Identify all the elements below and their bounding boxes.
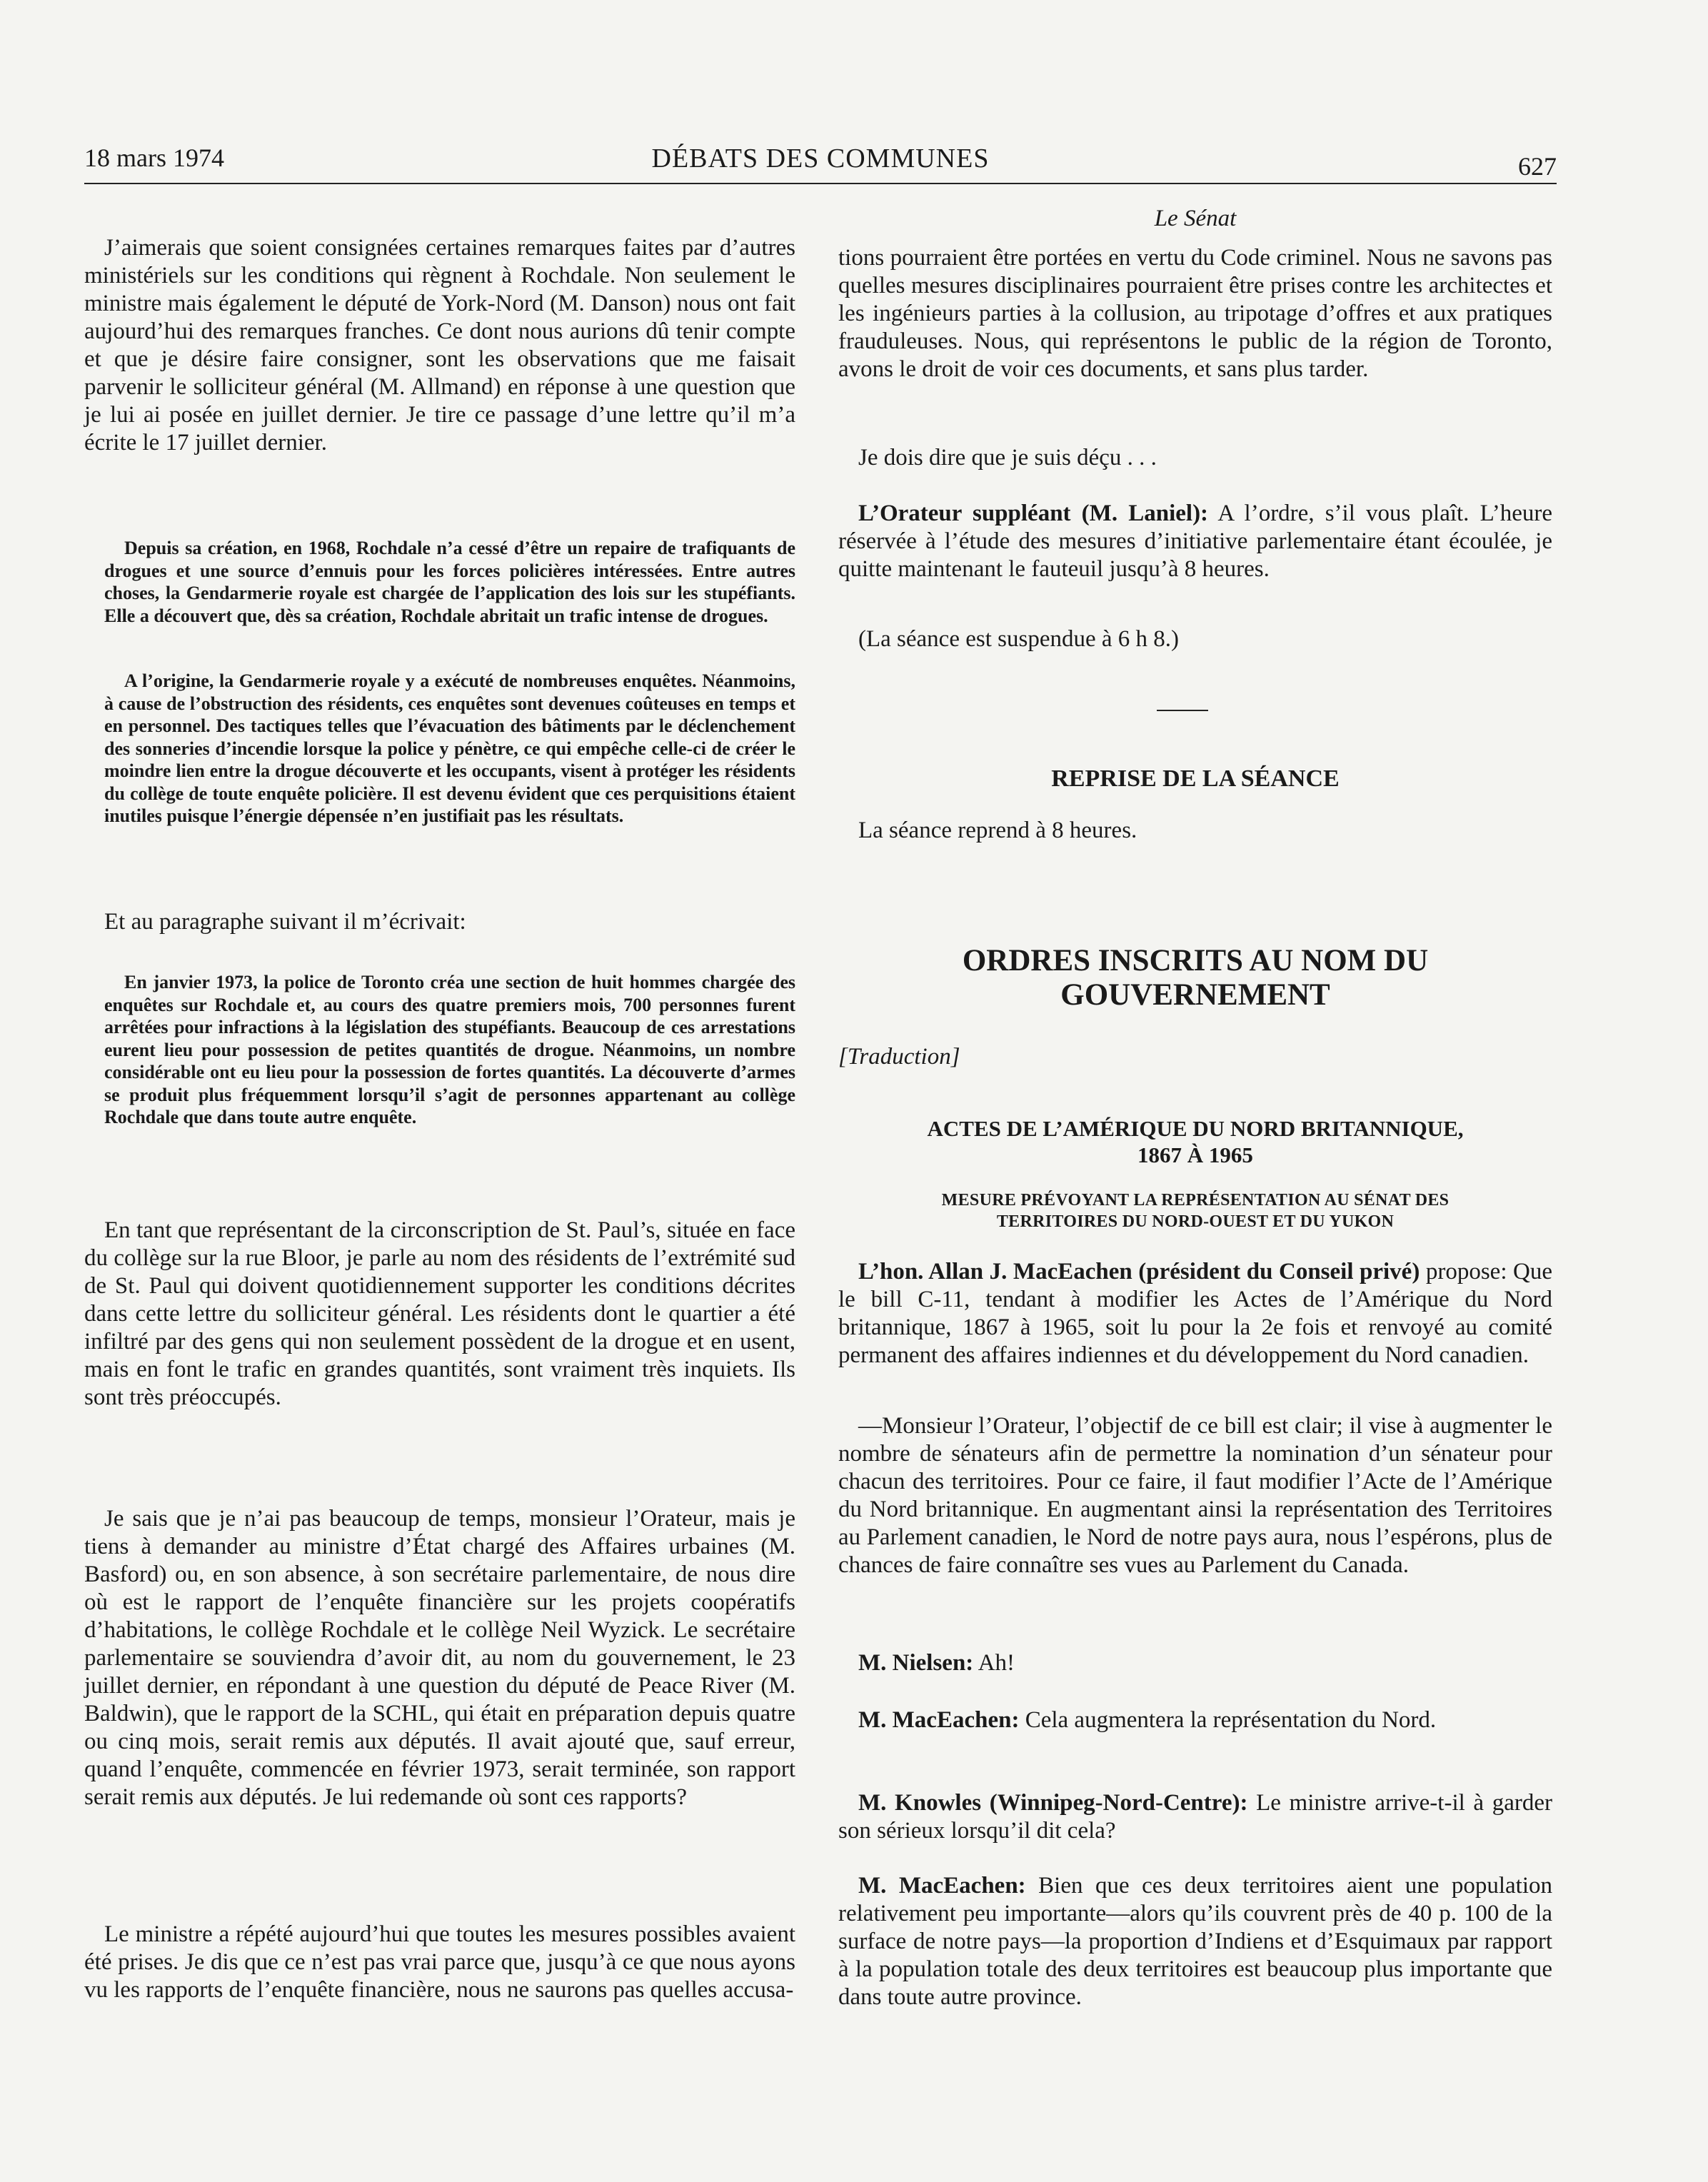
speech-text: Cela augmentera la représentation du Nord. [1019,1707,1437,1733]
section-heading-line: ORDRES INSCRITS AU NOM DU [962,944,1429,977]
translation-note: [Traduction] [838,1044,960,1070]
subheading-line: 1867 À 1965 [1137,1142,1253,1167]
quotation: Depuis sa création, en 1968, Rochdale n’a cessé d’être un repaire de trafiquants de drogues et une source d’ennuis pour les forces policières intéressées. Entre autres choses, la Gendarmerie royale est chargée de l’application des lois sur les stupéfiants. Elle a découvert que, dès sa création, Rochdale abritait un trafic intense de drogues. [104,538,795,626]
section-divider [1157,710,1208,711]
paragraph [838,1258,1552,1369]
paragraph [838,1649,1552,1677]
section-heading-line: GOUVERNEMENT [1060,978,1330,1012]
paragraph: Je sais que je n’ai pas beaucoup de temps, monsieur l’Orateur, mais je tiens à demander au ministre d’État chargé des Affaires urbaines (M. Basford) ou, en son absence, à son secrétaire parlementaire, de nous dire où est le rapport de l’enquête financière sur les projets coopératifs d’habitations, le collège Rochdale et le collège Neil Wyzick. Le secrétaire parlementaire se souviendra d’avoir dit, au nom du gouvernement, le 23 juillet dernier, en répondant à une question du député de Peace River (M. Baldwin), que le rapport de la SCHL, qui était en préparation depuis quatre ou cinq mois, serait remis aux députés. Il avait ajouté que, sauf erreur, quand l’enquête, commencée en février 1973, serait terminée, son rapport serait remis aux députés. Je lui redemande où sont ces rapports? [84,1506,795,1810]
paragraph: Le ministre a répété aujourd’hui que toutes les mesures possibles avaient été prises. Je dis que ce n’est pas vrai parce que, jusqu’à ce que nous ayons vu les rapports de l’enquête financière, nous ne saurons pas quelles accusa- [84,1921,795,2003]
paragraph: —Monsieur l’Orateur, l’objectif de ce bill est clair; il vise à augmenter le nombre de sénateurs afin de permettre la nomination d’un sénateur pour chacun des territoires. Pour ce faire, il faut modifier l’Acte de l’Amérique du Nord britannique. En augmentant ainsi la représentation des Territoires au Parlement canadien, le Nord de notre pays aura, nous l’espérons, plus de chances de faire connaître ses vues au Parlement du Canada. [838,1413,1552,1578]
paragraph [838,1706,1552,1734]
paragraph: En tant que représentant de la circonscription de St. Paul’s, située en face du collège sur la rue Bloor, je parle au nom des résidents de l’extrémité sud de St. Paul qui doivent quotidiennement supporter les conditions décrites dans cette lettre du solliciteur général. Les résidents dont le quartier a été infiltré par des gens qui non seulement possèdent de la drogue et en usent, mais en font le trafic en grandes quantités, sont vraiment très inquiets. Ils sont très préoccupés. [84,1217,795,1410]
paragraph: (La séance est suspendue à 6 h 8.) [858,626,1179,652]
speech-text: propose: Que le bill C-11, tendant à modifier les Actes de l’Amérique du Nord britannique, 1867 à 1965, soit lu pour la 2e fois et renvoyé au comité permanent des affaires indiennes et du développement du Nord canadien. [838,1259,1552,1368]
speech-text: Bien que ces deux territoires aient une population relativement peu importante—alors qu’ils couvrent près de 40 p. 100 de la surface de notre pays—la proportion d’Indiens et d’Esquimaux par rapport à la population totale des deux territoires est beaucoup plus importante que dans toute autre province. [838,1873,1552,2010]
paragraph: J’aimerais que soient consignées certaines remarques faites par d’autres ministériels sur les conditions qui règnent à Rochdale. Non seulement le ministre mais également le député de York-Nord (M. Danson) nous ont fait aujourd’hui des remarques franches. Ce dont nous aurions dû tenir compte et que je désire faire consigner, sont les observations que me faisait parvenir le solliciteur général (M. Allmand) en réponse à une question que je lui ai posée en juillet dernier. Je tire ce passage d’une lettre qu’il m’a écrite le 17 juillet dernier. [84,235,795,456]
header-rule [84,183,1557,184]
page-number: 627 [1518,152,1557,181]
running-head: Le Sénat [1154,206,1237,231]
section-heading: REPRISE DE LA SÉANCE [1051,765,1340,792]
paragraph [838,1789,1552,1845]
subheading-line: TERRITOIRES DU NORD-OUEST ET DU YUKON [996,1212,1395,1231]
header-date: 18 mars 1974 [84,144,224,172]
speaker-name: M. MacEachen: [858,1873,1026,1899]
subheading-line: ACTES DE L’AMÉRIQUE DU NORD BRITANNIQUE, [927,1116,1464,1141]
paragraph [838,500,1552,583]
page-header [84,143,1557,183]
speaker-name: L’hon. Allan J. MacEachen (président du Conseil privé) [858,1259,1420,1284]
speaker-name: L’Orateur suppléant (M. Laniel): [858,501,1209,526]
speaker-name: M. Nielsen: [858,1650,974,1676]
header-title: DÉBATS DES COMMUNES [651,144,990,174]
paragraph: tions pourraient être portées en vertu du Code criminel. Nous ne savons pas quelles mesures disciplinaires pourraient être prises contre les architectes et les ingénieurs parties à la collusion, au tripotage d’offres et aux pratiques frauduleuses. Nous, qui représentons le public de la région de Toronto, avons le droit de voir ces documents, et sans plus tarder. [838,245,1552,382]
speaker-name: M. Knowles (Winnipeg-Nord-Centre): [858,1790,1248,1816]
quotation: A l’origine, la Gendarmerie royale y a exécuté de nombreuses enquêtes. Néanmoins, à cause de l’obstruction des résidents, ces enquêtes sont devenues coûteuses en temps et en personnel. Des tactiques telles que l’évacuation des bâtiments par le déclenchement des sonneries d’incendie lorsque la police y pénètre, ce qui empêche celle-ci de créer le moindre lien entre la drogue découverte et les occupants, visent à protéger les résidents du collège de toute enquête policière. Il est devenu évident que ces perquisitions étaient inutiles puisque l’énergie dépensée n’en justifiait pas les résultats. [104,670,795,826]
paragraph: Et au paragraphe suivant il m’écrivait: [104,909,466,935]
speech-text: Ah! [973,1650,1015,1676]
subheading-line: MESURE PRÉVOYANT LA REPRÉSENTATION AU SÉNAT DES [941,1191,1450,1210]
speaker-name: M. MacEachen: [858,1707,1020,1733]
speech-text: A l’ordre, s’il vous plaît. L’heure réservée à l’étude des mesures d’initiative parlementaire étant écoulée, je quitte maintenant le fauteuil jusqu’à 8 heures. [838,501,1552,582]
quotation: En janvier 1973, la police de Toronto créa une section de huit hommes chargée des enquêtes sur Rochdale et, au cours des quatre premiers mois, 700 personnes furent arrêtées pour infractions à la législation des stupéfiants. Beaucoup de ces arrestations eurent lieu pour possession de petites quantités de drogue. Néanmoins, un nombre considérable ont eu lieu pour la possession de fortes quantités. La découverte d’armes se produit plus fréquemment lorsqu’il s’agit de personnes appartenant au collège Rochdale que dans toute autre enquête. [104,972,795,1127]
paragraph [838,1872,1552,2011]
speech-text: Le ministre arrive-t-il à garder son sérieux lorsqu’il dit cela? [838,1790,1552,1844]
paragraph: La séance reprend à 8 heures. [858,818,1137,843]
paragraph: Je dois dire que je suis déçu . . . [858,445,1157,471]
